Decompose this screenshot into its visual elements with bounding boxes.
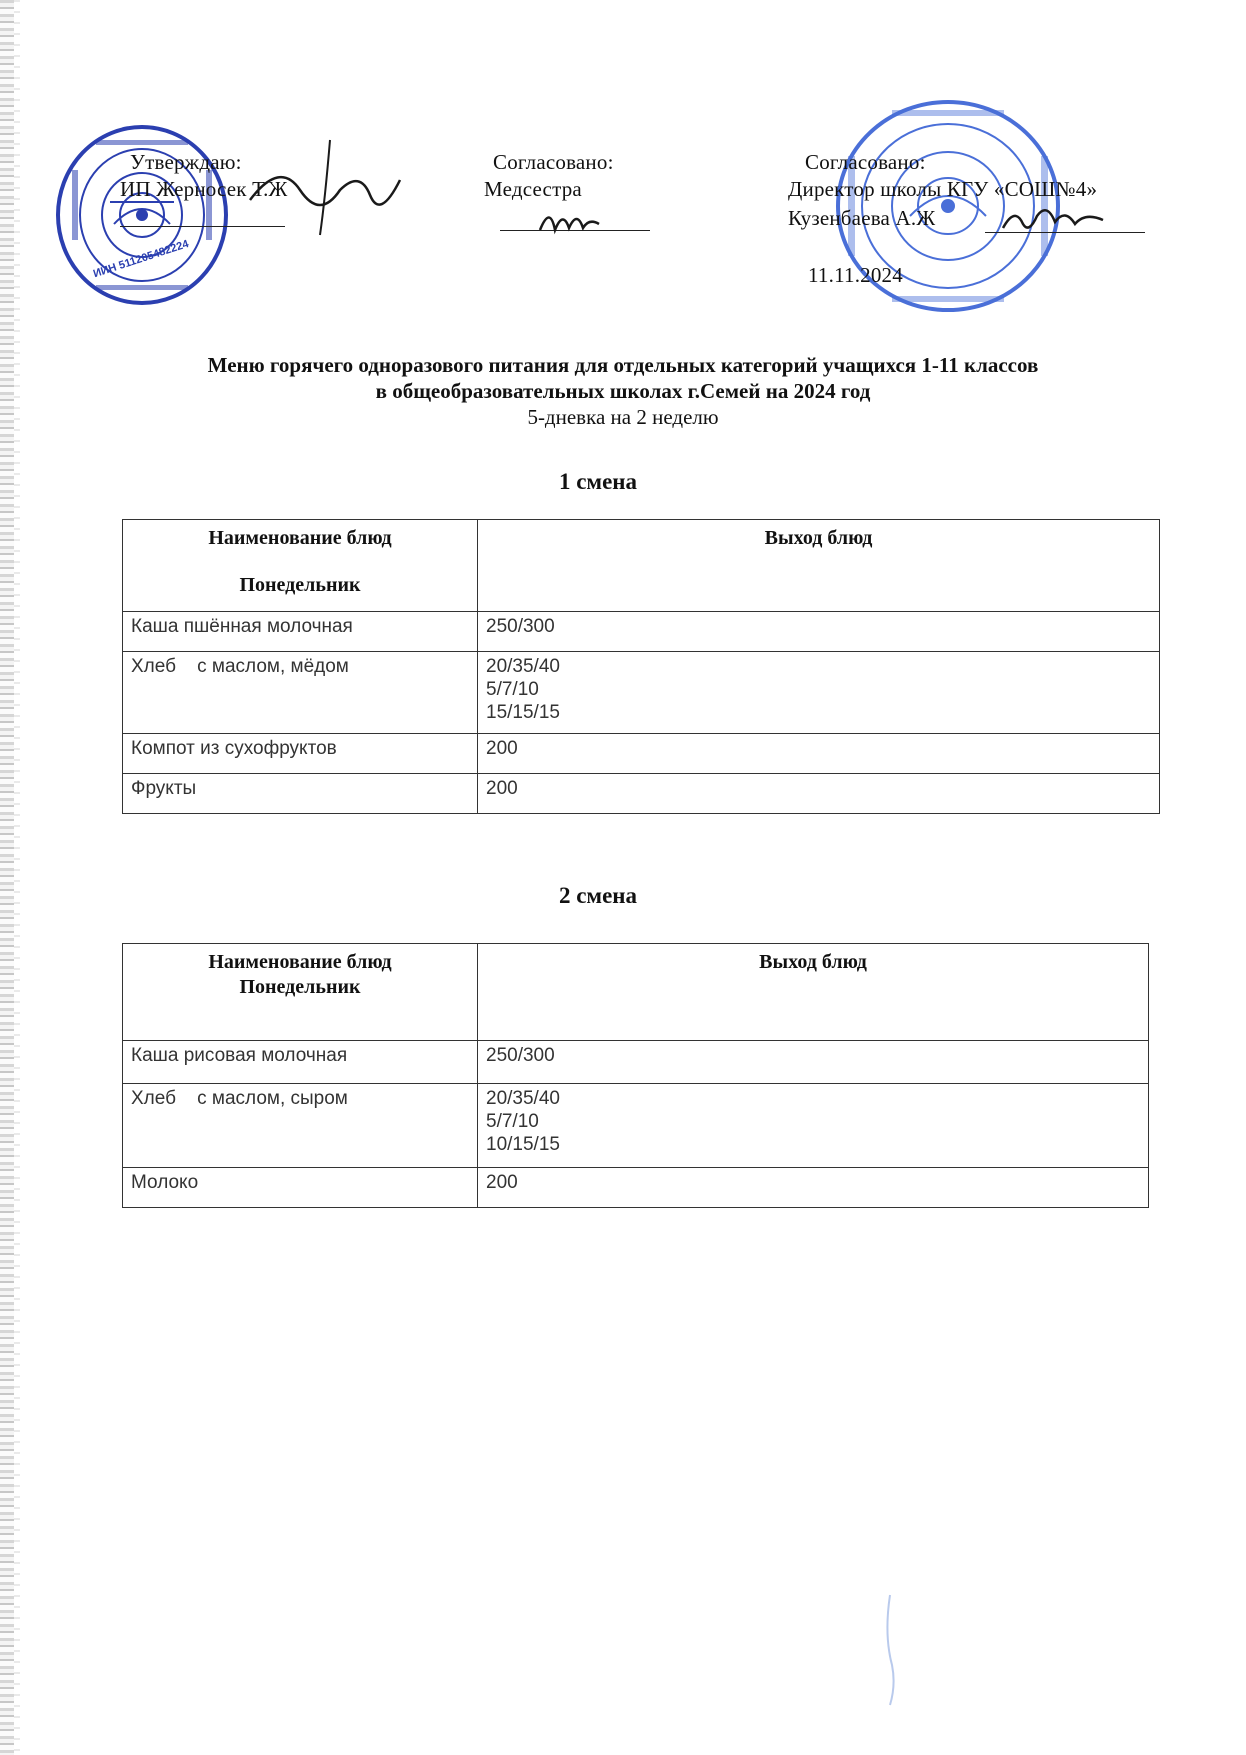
dish-column-header bbox=[123, 520, 478, 612]
dish-cell: Каша рисовая молочная bbox=[123, 1041, 478, 1084]
signature-1 bbox=[240, 130, 410, 240]
approval-col2-label: Согласовано: bbox=[493, 150, 614, 174]
shift-1-heading: 1 смена bbox=[558, 469, 638, 494]
scan-artifact bbox=[880, 1590, 900, 1710]
table-row bbox=[123, 1041, 1149, 1084]
table-row bbox=[123, 1084, 1149, 1168]
approval-col3-label: Согласовано: bbox=[805, 150, 926, 174]
approval-col3-name: Директор школы КГУ «СОШ№4» bbox=[788, 177, 1098, 201]
yield-line: 5/7/10 bbox=[486, 679, 539, 700]
shift-2-table bbox=[122, 943, 1149, 1208]
yield-cell: 200 bbox=[478, 774, 1160, 814]
scan-edge-inner bbox=[14, 0, 20, 1755]
yield-cell: 250/300 bbox=[478, 1041, 1149, 1084]
dish-cell: Фрукты bbox=[123, 774, 478, 814]
title-line-3: 5-дневка на 2 неделю bbox=[527, 405, 719, 429]
yield-line: 5/7/10 bbox=[486, 1111, 539, 1132]
yield-column-header: Выход блюд bbox=[478, 944, 1149, 1041]
yield-cell: 200 bbox=[478, 1168, 1149, 1208]
menu-title bbox=[0, 352, 1246, 430]
dish-header-label: Наименование блюд bbox=[208, 527, 392, 549]
yield-line: 10/15/15 bbox=[486, 1134, 560, 1155]
day-header-label: Понедельник bbox=[239, 574, 361, 596]
approval-col1-name: ИП Жерносек Т.Ж bbox=[120, 177, 288, 201]
dish-cell: Молоко bbox=[123, 1168, 478, 1208]
yield-cell: 200 bbox=[478, 734, 1160, 774]
header-spacer bbox=[131, 551, 469, 573]
shift-1-table bbox=[122, 519, 1160, 814]
table-row bbox=[123, 612, 1160, 652]
shift-2-heading: 2 смена bbox=[558, 883, 638, 908]
dish-header-label: Наименование блюд bbox=[208, 951, 392, 973]
approval-date: 11.11.2024 bbox=[808, 263, 903, 287]
yield-column-header: Выход блюд bbox=[478, 520, 1160, 612]
day-header-label: Понедельник bbox=[239, 976, 361, 998]
yield-line: 20/35/40 bbox=[486, 1088, 560, 1109]
table-header-row bbox=[123, 944, 1149, 1041]
yield-cell bbox=[478, 1084, 1149, 1168]
approval-col2-name: Медсестра bbox=[484, 177, 582, 201]
yield-line: 20/35/40 bbox=[486, 656, 560, 677]
dish-cell: Каша пшённая молочная bbox=[123, 612, 478, 652]
left-seal-inn: ИИН 511205482224 bbox=[91, 238, 191, 281]
dish-cell: Хлеб с маслом, мёдом bbox=[123, 652, 478, 734]
signature-2 bbox=[535, 200, 605, 240]
dish-column-header bbox=[123, 944, 478, 1041]
scan-edge bbox=[0, 0, 14, 1755]
approval-col1-label: Утверждаю: bbox=[130, 150, 242, 174]
table-row bbox=[123, 652, 1160, 734]
title-line-2: в общеобразовательных школах г.Семей на 2024 год bbox=[375, 379, 871, 403]
yield-line: 15/15/15 bbox=[486, 702, 560, 723]
table-row bbox=[123, 1168, 1149, 1208]
yield-cell: 250/300 bbox=[478, 612, 1160, 652]
dish-cell: Компот из сухофруктов bbox=[123, 734, 478, 774]
table-header-row bbox=[123, 520, 1160, 612]
dish-cell: Хлеб с маслом, сыром bbox=[123, 1084, 478, 1168]
approval-col3-person: Кузенбаева А.Ж bbox=[788, 206, 936, 230]
table-row bbox=[123, 774, 1160, 814]
table-row bbox=[123, 734, 1160, 774]
left-seal-stamp bbox=[52, 120, 232, 310]
yield-cell bbox=[478, 652, 1160, 734]
title-line-1: Меню горячего одноразового питания для отдельных категорий учащихся 1-11 классов bbox=[207, 353, 1039, 377]
signature-3 bbox=[995, 200, 1115, 240]
